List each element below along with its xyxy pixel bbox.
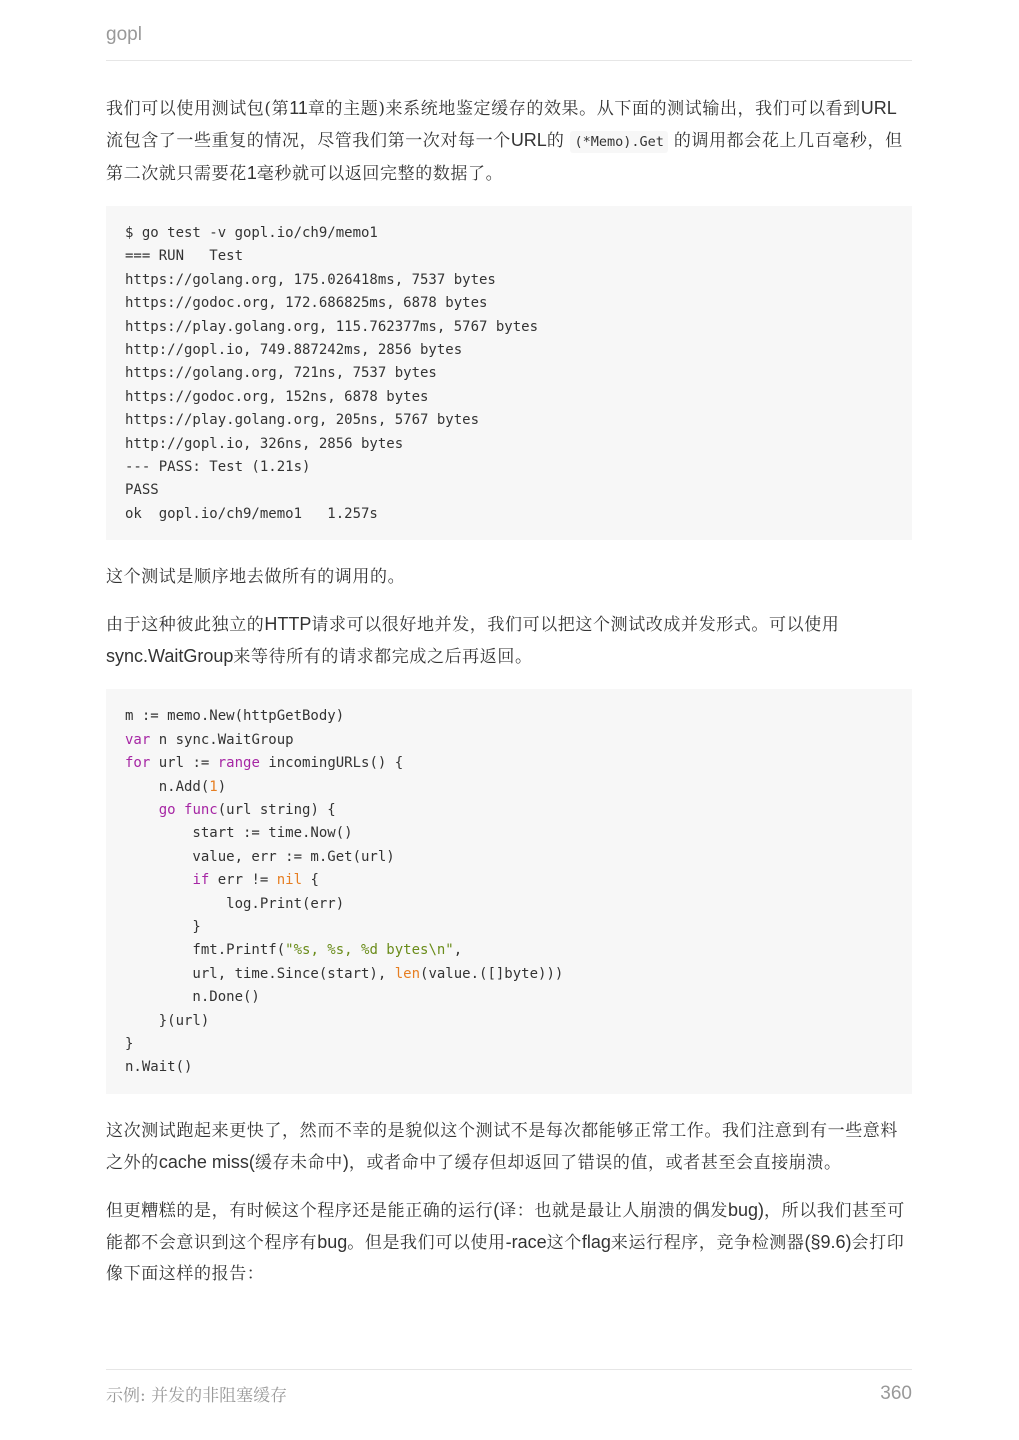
code-token-num: nil xyxy=(276,872,303,889)
code-token: (value.([]byte))) xyxy=(420,965,564,982)
code-token: fmt.Printf( xyxy=(125,942,286,959)
code-token: } xyxy=(125,1035,134,1052)
code-token-kw: for xyxy=(125,755,151,772)
code-token-str: "%s, %s, %d bytes\n" xyxy=(285,942,454,959)
code-token: err != xyxy=(209,872,277,889)
code-token: (url string) { xyxy=(217,801,336,818)
code-token: value, err := m.Get(url) xyxy=(125,848,395,865)
output-line: https://godoc.org, 172.686825ms, 6878 bytes xyxy=(125,295,488,312)
code-token-kw: range xyxy=(217,755,260,772)
code-token: n.Add( xyxy=(125,778,210,795)
code-line xyxy=(125,872,319,888)
code-token: url, time.Since(start), xyxy=(125,965,395,982)
code-token: } xyxy=(125,918,201,935)
go-code-block xyxy=(106,689,912,1094)
output-line: https://play.golang.org, 205ns, 5767 bytes xyxy=(125,412,480,429)
code-token-kw: go xyxy=(158,801,176,818)
output-line: PASS xyxy=(125,482,159,499)
book-title: gopl xyxy=(106,24,142,45)
paragraph-race-detector: 但更糟糕的是，有时候这个程序还是能正确的运行(译：也就是最让人崩溃的偶发bug)，所以我们甚至可能都不会意识到这个程序有bug。但是我们可以使用-race这个flag来运行程序，竞争检测器(§9.6)会打印像下面这样的报告： xyxy=(106,1199,905,1284)
code-token: n sync.WaitGroup xyxy=(150,731,294,748)
code-token: m := memo.New(httpGetBody) xyxy=(125,708,345,725)
section-title: 示例: 并发的非阻塞缓存 xyxy=(106,1386,288,1406)
inline-code: (*Memo).Get xyxy=(570,131,667,153)
output-line: $ go test -v gopl.io/ch9/memo1 xyxy=(125,225,378,241)
output-line: https://golang.org, 721ns, 7537 bytes xyxy=(125,365,437,382)
code-token: { xyxy=(302,872,319,889)
code-token-kw: if xyxy=(192,872,210,889)
code-line xyxy=(125,966,563,982)
code-token-bi: len xyxy=(394,965,421,982)
page-content xyxy=(106,93,912,1306)
code-line xyxy=(125,755,403,771)
code-line xyxy=(125,1013,209,1029)
code-token-kw: var xyxy=(125,731,151,748)
page-number: 360 xyxy=(880,1383,912,1404)
code-line xyxy=(125,802,336,818)
paragraph-cache-miss: 这次测试跑起来更快了，然而不幸的是貌似这个测试不是每次都能够正常工作。我们注意到有一些意料之外的cache miss(缓存未命中)，或者命中了缓存但却返回了错误的值，或者甚至会直接崩溃。 xyxy=(106,1120,898,1173)
code-token: start := time.Now() xyxy=(125,825,353,842)
code-token: log.Print(err) xyxy=(125,895,345,912)
code-line xyxy=(125,942,462,958)
output-line: --- PASS: Test (1.21s) xyxy=(125,459,311,476)
code-token xyxy=(176,802,184,818)
output-line: ok gopl.io/ch9/memo1 1.257s xyxy=(125,505,378,522)
code-line xyxy=(125,919,201,935)
code-line xyxy=(125,989,260,1005)
code-token-kw: func xyxy=(184,801,218,818)
code-line xyxy=(125,1036,133,1052)
code-token: incomingURLs() { xyxy=(259,755,404,772)
code-token xyxy=(125,802,159,818)
code-line xyxy=(125,849,395,865)
code-token: , xyxy=(453,942,463,959)
paragraph-intro: 我们可以使用测试包(第11章的主题)来系统地鉴定缓存的效果。从下面的测试输出，我们可以看到URL流包含了一些重复的情况，尽管我们第一次对每一个URL的 (*Memo).Get 的调用都会花上几百毫秒，但第二次就只需要花1毫秒就可以返回完整的数据了。 xyxy=(106,98,903,184)
code-line xyxy=(125,708,344,724)
code-token: }(url) xyxy=(125,1012,210,1029)
paragraph-sequential: 这个测试是顺序地去做所有的调用的。 xyxy=(106,567,406,588)
code-line xyxy=(125,732,294,748)
code-token xyxy=(125,872,192,888)
code-token: n.Wait() xyxy=(125,1059,193,1076)
code-line xyxy=(125,1059,192,1075)
code-token-num: 1 xyxy=(209,778,218,795)
paragraph-concurrent: 由于这种彼此独立的HTTP请求可以很好地并发，我们可以把这个测试改成并发形式。可以使用sync.WaitGroup来等待所有的请求都完成之后再返回。 xyxy=(106,614,840,668)
code-line xyxy=(125,825,353,841)
output-line: http://gopl.io, 326ns, 2856 bytes xyxy=(125,435,404,452)
page-header xyxy=(106,24,912,61)
code-token: url := xyxy=(150,755,218,772)
output-line: https://play.golang.org, 115.762377ms, 5767 bytes xyxy=(125,318,539,335)
output-line: https://godoc.org, 152ns, 6878 bytes xyxy=(125,388,429,405)
page-footer xyxy=(106,1369,912,1416)
output-line: http://gopl.io, 749.887242ms, 2856 bytes xyxy=(125,342,463,359)
code-line xyxy=(125,779,226,795)
output-line: === RUN Test xyxy=(125,248,244,265)
output-line: https://golang.org, 175.026418ms, 7537 bytes xyxy=(125,271,496,288)
code-token: ) xyxy=(217,778,227,795)
test-output-block xyxy=(106,206,912,540)
code-line xyxy=(125,896,344,912)
code-token: n.Done() xyxy=(125,989,260,1006)
